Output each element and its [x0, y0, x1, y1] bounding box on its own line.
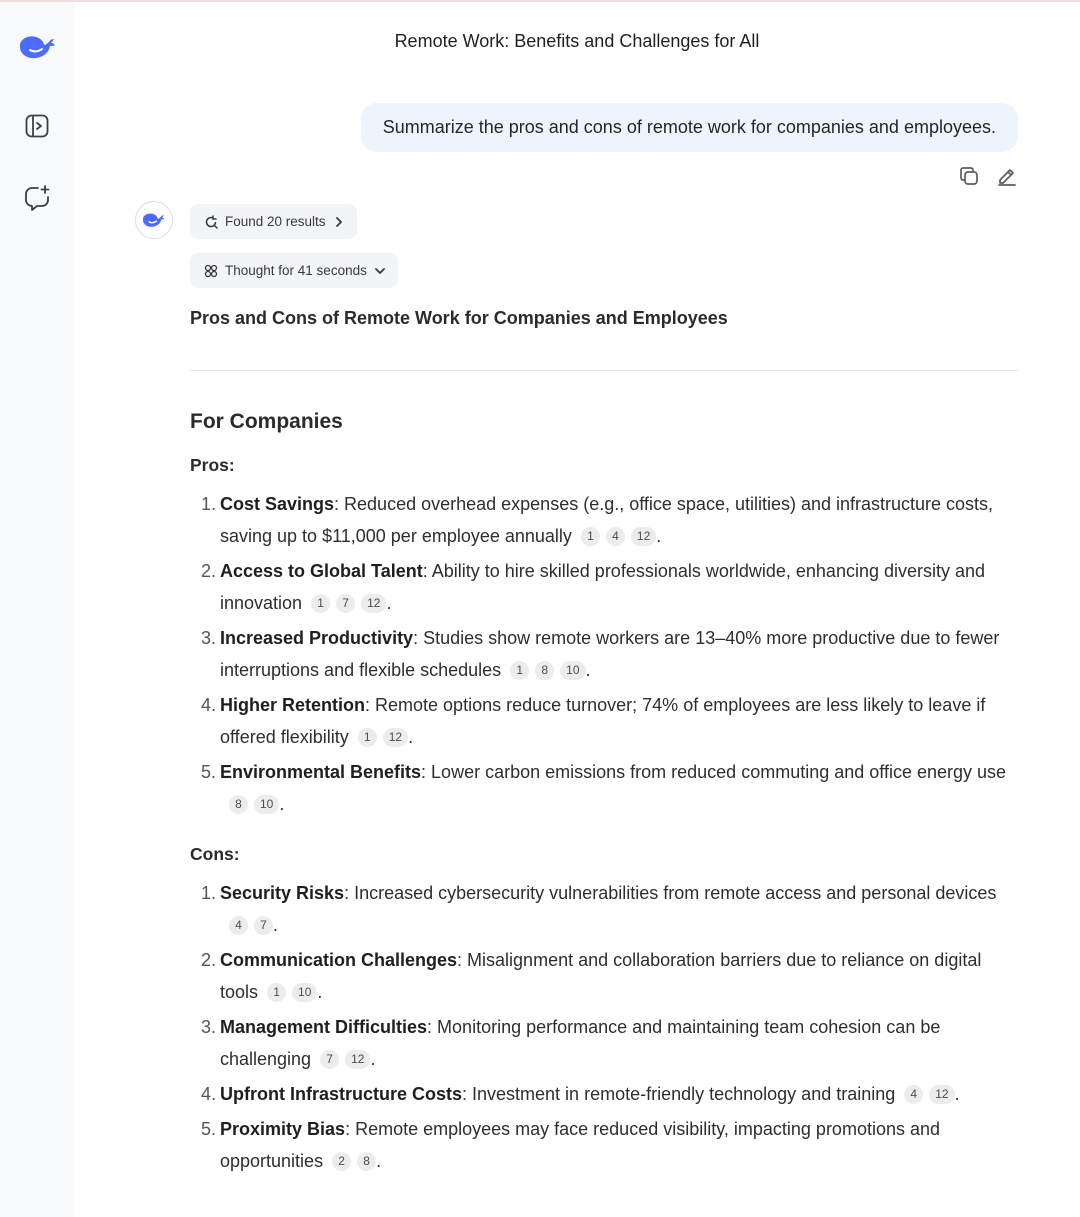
- top-accent-line: [0, 0, 1080, 2]
- cons-list: [190, 877, 1018, 1177]
- item-text: : Reduced overhead expenses (e.g., office space, utilities) and infrastructure costs, saving up to $11,000 per employee annually: [220, 494, 994, 546]
- citation-badge[interactable]: 12: [345, 1050, 370, 1069]
- list-number: 1.: [201, 883, 217, 903]
- citation-badge[interactable]: 12: [361, 594, 386, 613]
- item-title: Increased Productivity: [220, 628, 414, 648]
- chevron-down-icon: [374, 265, 386, 277]
- chevron-right-icon: [333, 216, 345, 228]
- item-text: : Studies show remote workers are 13–40% more productive due to fewer interruptions and flexible schedules: [220, 628, 1000, 680]
- pros-item: 5. Environmental Benefits: Lower carbon emissions from reduced commuting and office energy use8 10 .: [190, 756, 1018, 820]
- citation-badge[interactable]: 12: [383, 728, 408, 747]
- citation-badge[interactable]: 2: [332, 1152, 351, 1171]
- citation-badge[interactable]: 8: [535, 661, 554, 680]
- assistant-response: [190, 305, 1018, 1180]
- list-number: 5.: [201, 762, 217, 782]
- citation-badge[interactable]: 1: [581, 527, 600, 546]
- list-number: 2.: [201, 950, 217, 970]
- cons-item: 2. Communication Challenges: Misalignment and collaboration barriers due to reliance on digital tools 1 10 .: [190, 944, 1018, 1008]
- divider: [190, 370, 1018, 371]
- item-text: : Remote employees may face reduced visibility, impacting promotions and opportunities: [220, 1119, 941, 1171]
- deepseek-whale-icon[interactable]: [17, 29, 59, 65]
- pros-list: [190, 488, 1018, 820]
- list-number: 2.: [201, 561, 217, 581]
- edit-icon[interactable]: [994, 163, 1020, 189]
- assistant-avatar: [135, 201, 173, 239]
- item-text: : Investment in remote-friendly technology and training: [462, 1084, 896, 1104]
- conversation-title: Remote Work: Benefits and Challenges for All: [394, 31, 760, 51]
- thought-status-text: Thought for 41 seconds: [225, 263, 367, 278]
- item-title: Management Difficulties: [220, 1017, 428, 1037]
- pros-item: 1. Cost Savings: Reduced overhead expenses (e.g., office space, utilities) and infrastructure costs, saving up to $11,000 per employee annually 1 4 12 .: [190, 488, 1018, 552]
- copy-icon[interactable]: [956, 163, 982, 189]
- citation-badge[interactable]: 7: [336, 594, 355, 613]
- pros-item: 4. Higher Retention: Remote options reduce turnover; 74% of employees are less likely to leave if offered flexibility 1 12 .: [190, 689, 1018, 753]
- thinking-icon: [204, 264, 218, 278]
- thought-toggle[interactable]: [190, 253, 398, 288]
- search-status-text: Found 20 results: [225, 214, 326, 229]
- item-title: Cost Savings: [220, 494, 335, 514]
- item-title: Communication Challenges: [220, 950, 458, 970]
- item-title: Security Risks: [220, 883, 345, 903]
- item-text: : Misalignment and collaboration barriers due to reliance on digital tools: [220, 950, 982, 1002]
- citation-badge[interactable]: 12: [929, 1085, 954, 1104]
- cons-item: 3. Management Difficulties: Monitoring performance and maintaining team cohesion can be challenging 7 12 .: [190, 1011, 1018, 1075]
- user-message: [361, 103, 1018, 152]
- pros-item: 3. Increased Productivity: Studies show remote workers are 13–40% more productive due to fewer interruptions and flexible schedules 1 8 10 .: [190, 622, 1018, 686]
- item-title: Upfront Infrastructure Costs: [220, 1084, 463, 1104]
- list-number: 4.: [201, 1084, 217, 1104]
- section-title: For Companies: [190, 410, 343, 433]
- list-number: 3.: [201, 1017, 217, 1037]
- citation-badge[interactable]: 1: [267, 983, 286, 1002]
- item-title: Proximity Bias: [220, 1119, 346, 1139]
- citation-badge[interactable]: 1: [510, 661, 529, 680]
- new-chat-icon[interactable]: [23, 184, 51, 212]
- citation-badge[interactable]: 7: [254, 916, 273, 935]
- search-results-toggle[interactable]: [190, 204, 357, 239]
- cons-label: Cons:: [190, 844, 240, 864]
- citation-badge[interactable]: 10: [560, 661, 585, 680]
- sidebar-toggle-icon[interactable]: [23, 112, 51, 140]
- list-number: 1.: [201, 494, 217, 514]
- response-heading: Pros and Cons of Remote Work for Companies and Employees: [190, 308, 728, 328]
- item-text: : Remote options reduce turnover; 74% of employees are less likely to leave if offered flexibility: [220, 695, 986, 747]
- cons-item: 4. Upfront Infrastructure Costs: Investment in remote-friendly technology and training 4 12 .: [190, 1078, 1018, 1110]
- citation-badge[interactable]: 10: [292, 983, 317, 1002]
- item-text: : Increased cybersecurity vulnerabilities from remote access and personal devices: [344, 883, 997, 903]
- sidebar: [0, 2, 74, 1217]
- cons-item: 1. Security Risks: Increased cybersecurity vulnerabilities from remote access and personal devices4 7 .: [190, 877, 1018, 941]
- cons-item: 5. Proximity Bias: Remote employees may face reduced visibility, impacting promotions and opportunities 2 8 .: [190, 1113, 1018, 1177]
- list-number: 4.: [201, 695, 217, 715]
- search-refresh-icon: [204, 215, 218, 229]
- citation-badge[interactable]: 12: [631, 527, 656, 546]
- citation-badge[interactable]: 4: [229, 916, 248, 935]
- pros-item: 2. Access to Global Talent: Ability to hire skilled professionals worldwide, enhancing diversity and innovation 1 7 12 .: [190, 555, 1018, 619]
- citation-badge[interactable]: 1: [358, 728, 377, 747]
- citation-badge[interactable]: 4: [606, 527, 625, 546]
- citation-badge[interactable]: 7: [320, 1050, 339, 1069]
- list-number: 3.: [201, 628, 217, 648]
- item-text: : Monitoring performance and maintaining team cohesion can be challenging: [220, 1017, 941, 1069]
- item-text: : Lower carbon emissions from reduced commuting and office energy use: [421, 762, 1007, 782]
- list-number: 5.: [201, 1119, 217, 1139]
- pros-label: Pros:: [190, 455, 235, 475]
- item-title: Environmental Benefits: [220, 762, 422, 782]
- item-text: : Ability to hire skilled professionals worldwide, enhancing diversity and innovation: [220, 561, 986, 613]
- citation-badge[interactable]: 8: [357, 1152, 376, 1171]
- citation-badge[interactable]: 10: [254, 795, 279, 814]
- citation-badge[interactable]: 1: [311, 594, 330, 613]
- citation-badge[interactable]: 4: [904, 1085, 923, 1104]
- citation-badge[interactable]: 8: [229, 795, 248, 814]
- item-title: Higher Retention: [220, 695, 366, 715]
- deepseek-whale-icon: [141, 209, 167, 231]
- item-title: Access to Global Talent: [220, 561, 423, 581]
- user-message-text: Summarize the pros and cons of remote work for companies and employees.: [382, 117, 996, 137]
